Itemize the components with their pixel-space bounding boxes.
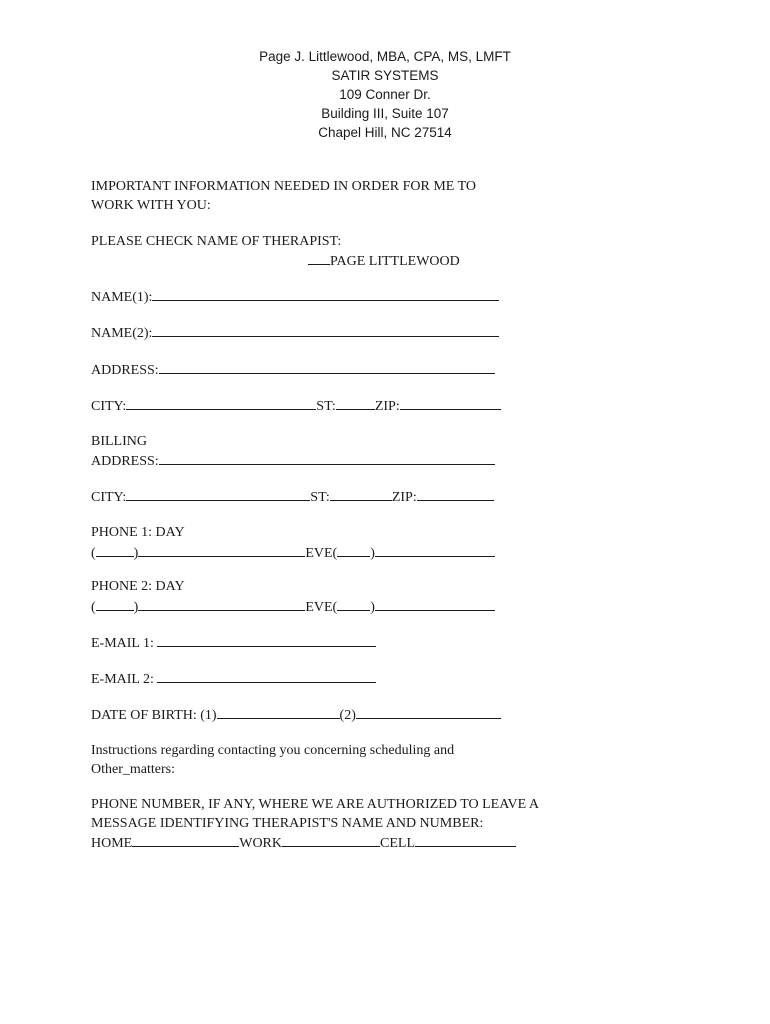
- name1-label: NAME(1):: [91, 290, 153, 305]
- work-label: WORK: [239, 836, 283, 851]
- billing-address-label: ADDRESS:: [91, 454, 159, 469]
- phone1-day-paren-open: (: [91, 546, 96, 561]
- letterhead-city: Chapel Hill, NC 27514: [318, 125, 452, 140]
- zip-label: ZIP:: [374, 399, 400, 414]
- city-row: [91, 396, 501, 414]
- zip-field[interactable]: [400, 396, 501, 410]
- billing-zip-label: ZIP:: [391, 490, 417, 505]
- phone2-eve-number-field[interactable]: [375, 597, 495, 611]
- name1-field[interactable]: [152, 287, 499, 301]
- billing-st-field[interactable]: [330, 487, 392, 501]
- phone2-eve-label: EVE(: [305, 600, 338, 615]
- city-label: CITY:: [91, 399, 127, 414]
- billing-city-row: [91, 487, 494, 505]
- address-label: ADDRESS:: [91, 363, 159, 378]
- billing-st-label: ST:: [310, 490, 330, 505]
- address-field[interactable]: [159, 360, 495, 374]
- phone2-day-number-field[interactable]: [138, 597, 305, 611]
- dob2-field[interactable]: [356, 705, 501, 719]
- cell-phone-field[interactable]: [415, 833, 516, 847]
- name2-row: [91, 323, 499, 341]
- dob-row: [91, 705, 501, 723]
- phone1-eve-number-field[interactable]: [375, 543, 495, 557]
- cell-label: CELL: [380, 836, 416, 851]
- st-label: ST:: [316, 399, 336, 414]
- billing-zip-field[interactable]: [417, 487, 494, 501]
- email1-label: E-MAIL 1:: [91, 636, 158, 651]
- address-row: [91, 360, 495, 378]
- name1-row: [91, 287, 499, 305]
- email2-label: E-MAIL 2:: [91, 672, 158, 687]
- letterhead-building: Building III, Suite 107: [321, 106, 449, 121]
- phone1-eve-label: EVE(: [305, 546, 338, 561]
- therapist-option-row: [308, 251, 460, 269]
- phone1-day-number-field[interactable]: [138, 543, 305, 557]
- dob1-field[interactable]: [217, 705, 340, 719]
- phone2-row: [91, 597, 495, 615]
- home-phone-field[interactable]: [132, 833, 239, 847]
- email2-field[interactable]: [157, 669, 376, 683]
- phone2-day-paren-open: (: [91, 600, 96, 615]
- phone1-eve-area-field[interactable]: [337, 543, 370, 557]
- letterhead-company: SATIR SYSTEMS: [331, 68, 439, 83]
- phone-auth-row: [91, 833, 516, 851]
- phone1-eve-paren-close: ): [370, 546, 375, 561]
- phone2-eve-area-field[interactable]: [337, 597, 370, 611]
- email1-row: [91, 633, 376, 651]
- phone1-day-paren-close: ): [133, 546, 139, 561]
- billing-city-label: CITY:: [91, 490, 127, 505]
- intro-line-1: IMPORTANT INFORMATION NEEDED IN ORDER FOR ME TO: [91, 179, 476, 194]
- letterhead-name: Page J. Littlewood, MBA, CPA, MS, LMFT: [259, 49, 511, 64]
- home-label: HOME: [91, 836, 133, 851]
- instructions-line-1: Instructions regarding contacting you concerning scheduling and: [91, 743, 455, 758]
- intro-line-2: WORK WITH YOU:: [91, 198, 211, 213]
- phone-auth-line-2: MESSAGE IDENTIFYING THERAPIST'S NAME AND NUMBER:: [91, 816, 484, 831]
- phone1-day-area-field[interactable]: [96, 543, 134, 557]
- work-phone-field[interactable]: [282, 833, 380, 847]
- phone-auth-line-1: PHONE NUMBER, IF ANY, WHERE WE ARE AUTHORIZED TO LEAVE A: [91, 797, 540, 812]
- st-field[interactable]: [336, 396, 375, 410]
- letterhead-street: 109 Conner Dr.: [339, 87, 431, 102]
- instructions-line-2: Other_matters:: [91, 762, 175, 777]
- email1-field[interactable]: [157, 633, 376, 647]
- phone1-label: PHONE 1: DAY: [91, 525, 185, 540]
- phone2-day-paren-close: ): [133, 600, 139, 615]
- dob2-label: (2): [339, 708, 356, 723]
- phone2-label: PHONE 2: DAY: [91, 579, 185, 594]
- therapist-option-label: PAGE LITTLEWOOD: [330, 254, 460, 269]
- therapist-checkbox-line[interactable]: [308, 251, 330, 265]
- billing-label: BILLING: [91, 434, 147, 449]
- phone2-day-area-field[interactable]: [96, 597, 134, 611]
- billing-address-row: [91, 451, 495, 469]
- phone2-eve-paren-close: ): [370, 600, 375, 615]
- therapist-prompt: PLEASE CHECK NAME OF THERAPIST:: [91, 234, 342, 249]
- name2-label: NAME(2):: [91, 326, 153, 341]
- dob1-label: DATE OF BIRTH: (1): [91, 708, 217, 723]
- billing-address-field[interactable]: [159, 451, 495, 465]
- phone1-row: [91, 543, 495, 561]
- city-field[interactable]: [126, 396, 316, 410]
- billing-city-field[interactable]: [126, 487, 310, 501]
- letterhead: [0, 47, 770, 142]
- email2-row: [91, 669, 376, 687]
- name2-field[interactable]: [152, 323, 499, 337]
